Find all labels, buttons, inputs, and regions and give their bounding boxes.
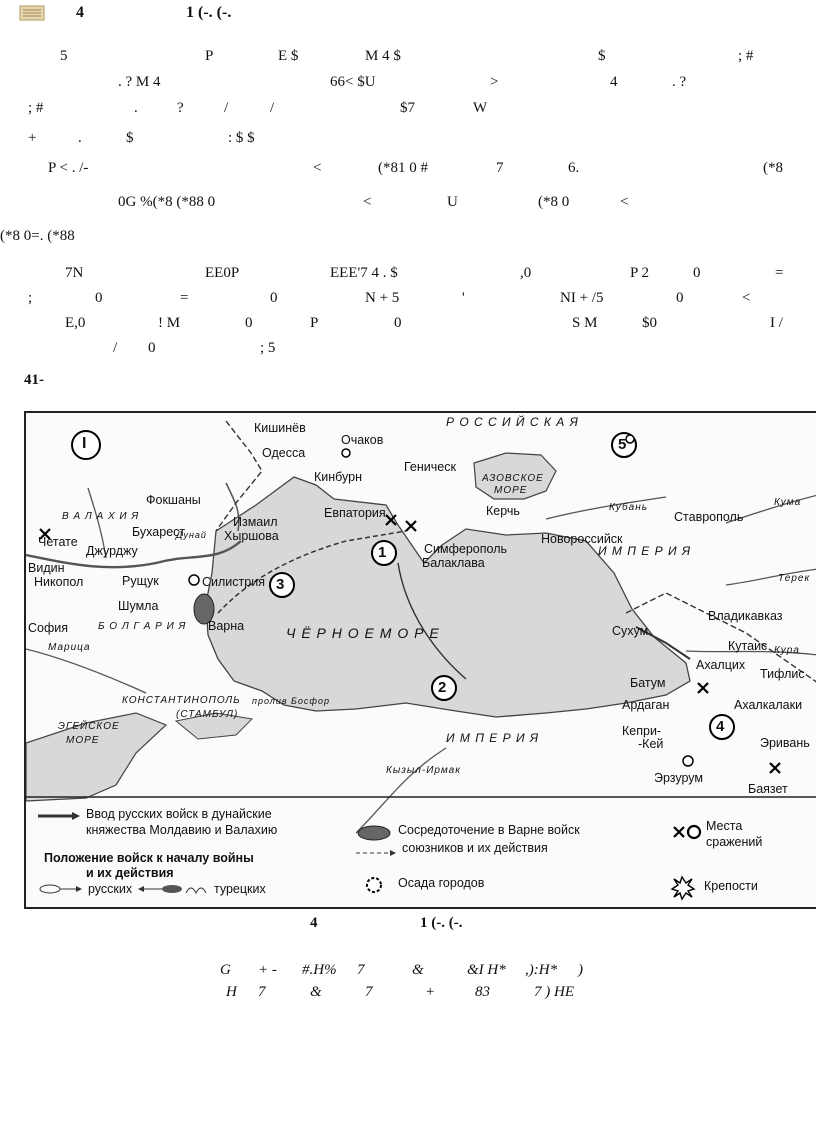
footer-fragment: &I H* xyxy=(467,962,506,978)
text-fragment: < xyxy=(742,290,751,306)
city-label: Видин xyxy=(28,561,65,575)
text-fragment: U xyxy=(447,194,458,210)
region-label: АЗОВСКОЕ xyxy=(482,473,544,484)
city-label: Ардаган xyxy=(622,698,670,712)
marker-5-label: 5 xyxy=(618,436,627,453)
legend-entry-text-2: княжества Молдавию и Валахию xyxy=(86,823,278,837)
text-fragment: (*8 xyxy=(763,160,783,176)
legend-entry-arrow xyxy=(38,812,80,820)
text-fragment: . xyxy=(134,100,138,116)
city-label: Кепри- xyxy=(622,724,662,738)
legend-concentration-symbol xyxy=(356,826,396,856)
text-fragment: < xyxy=(620,194,629,210)
region-label: Б О Л Г А Р И Я xyxy=(98,621,187,632)
legend-entry-text: Ввод русских войск в дунайские xyxy=(86,807,272,821)
footer-fragment: 83 xyxy=(475,984,490,1000)
legend-fortress-text: Крепости xyxy=(704,879,758,893)
region-label: МОРЕ xyxy=(66,735,100,746)
text-fragment: ; # xyxy=(738,48,754,64)
text-fragment: M 4 $ xyxy=(365,48,401,64)
text-fragment: / xyxy=(270,100,275,116)
region-label: Дунай xyxy=(176,530,207,540)
caption-number: 4 xyxy=(310,915,318,931)
region-label: КОНСТАНТИНОПОЛЬ xyxy=(122,695,241,706)
city-label: Силистрия xyxy=(202,575,265,589)
footer-fragment: 7 xyxy=(357,962,365,978)
footer-fragment: & xyxy=(310,984,322,1000)
region-label: И М П Е Р И Я xyxy=(598,544,692,558)
text-fragment: $ xyxy=(598,48,606,64)
city-label: Очаков xyxy=(341,433,384,447)
region-label: Кубань xyxy=(609,502,648,513)
text-fragment: . ? xyxy=(672,74,687,90)
legend-battle-text: Места xyxy=(706,819,743,833)
city-label: Четате xyxy=(38,535,78,549)
legend-battle-text-2: сражений xyxy=(706,835,763,849)
footer-fragment: 7 ) HE xyxy=(534,984,574,1000)
text-fragment: : $ $ xyxy=(228,130,255,146)
city-label: Ставрополь xyxy=(674,510,744,524)
text-fragment: 6. xyxy=(568,160,580,176)
region-label: (СТАМБУЛ) xyxy=(176,709,239,720)
legend-concentration-text-2: союзников и их действия xyxy=(402,841,548,855)
footer-fragment: ) xyxy=(578,962,583,978)
city-label: Керчь xyxy=(486,504,520,518)
text-fragment: W xyxy=(473,100,488,116)
text-fragment: (*81 0 # xyxy=(378,160,428,176)
text-fragment: . xyxy=(78,130,82,146)
section-label: 41- xyxy=(24,372,44,388)
city-label: Бухарест xyxy=(132,525,186,539)
legend-fortress-symbol xyxy=(672,877,694,899)
footer-fragment: & xyxy=(412,962,424,978)
text-fragment: / xyxy=(113,340,118,356)
marker-2-label: 2 xyxy=(438,679,447,696)
text-fragment: 0 xyxy=(245,315,253,331)
city-label: Хыршова xyxy=(224,529,279,543)
marker-1-label: 1 xyxy=(378,544,387,561)
text-fragment: = xyxy=(775,265,784,281)
header-title: 1 (-. (-. xyxy=(186,4,232,21)
city-label: Симферополь xyxy=(424,542,507,556)
city-label: Кинбурн xyxy=(314,470,363,484)
text-fragment: 7N xyxy=(65,265,84,281)
footer-fragment: ,):H* xyxy=(525,962,558,978)
kyzyl-irmak-river xyxy=(356,748,446,833)
footer-fragment: 7 xyxy=(365,984,373,1000)
footer-fragment: 7 xyxy=(258,984,266,1000)
text-fragment: $ xyxy=(126,130,134,146)
city-label: София xyxy=(28,621,69,635)
legend-russian-symbol xyxy=(40,885,82,893)
city-label: Владикавказ xyxy=(708,609,783,623)
city-label: Ахалцих xyxy=(696,658,746,672)
city-label: Эривань xyxy=(760,736,810,750)
text-fragment: $0 xyxy=(642,315,657,331)
city-label: Ахалкалаки xyxy=(734,698,803,712)
text-fragment: 0 xyxy=(693,265,701,281)
region-label: МОРЕ xyxy=(494,485,528,496)
city-label: Джурджу xyxy=(86,544,138,558)
text-fragment: P 2 xyxy=(630,265,650,281)
text-fragment: ? xyxy=(177,100,184,116)
city-label: Тифлис xyxy=(760,667,805,681)
caption-title: 1 (-. (-. xyxy=(420,915,463,931)
city-label: Сухум xyxy=(612,624,649,638)
text-fragment: 0 xyxy=(676,290,684,306)
text-fragment: . ? M 4 xyxy=(118,74,161,90)
legend-positions-title: Положение войск к началу войны xyxy=(44,851,254,865)
city-label: Балаклава xyxy=(422,556,485,570)
text-fragment: 66< $U xyxy=(330,74,376,90)
text-fragment: 4 xyxy=(610,74,618,90)
marker-4-label: 4 xyxy=(716,718,725,735)
text-fragment: P < . /- xyxy=(48,160,89,176)
city-label: Никопол xyxy=(34,575,84,589)
text-fragment: 0 xyxy=(270,290,278,306)
region-label: Р О С С И Й С К А Я xyxy=(446,415,579,429)
marker-roman-label: I xyxy=(82,435,87,452)
city-label: Рущук xyxy=(122,574,159,588)
text-fragment: I / xyxy=(770,315,783,331)
text-fragment: 0 xyxy=(394,315,402,331)
text-fragment: ,0 xyxy=(520,265,532,281)
marker-3-label: 3 xyxy=(276,576,285,593)
text-fragment: S M xyxy=(572,315,598,331)
region-label: И М П Е Р И Я xyxy=(446,731,540,745)
city-label: Одесса xyxy=(262,446,306,460)
city-label: Варна xyxy=(208,619,245,633)
text-fragment: E $ xyxy=(278,48,299,64)
footer-fragment: + xyxy=(425,984,436,1000)
text-fragment: = xyxy=(180,290,189,306)
city-label: Кутаис xyxy=(728,639,768,653)
text-fragment: / xyxy=(224,100,229,116)
legend-positions-title-2: и их действия xyxy=(86,866,174,880)
footer-fragment: #.H% xyxy=(302,962,337,978)
legend-siege-text: Осада городов xyxy=(398,876,485,890)
maritsa-river xyxy=(26,649,146,693)
text-fragment: ; 5 xyxy=(260,340,276,356)
region-label: Кызыл-Ирмак xyxy=(386,765,461,776)
text-fragment: 5 xyxy=(60,48,68,64)
city-label: Измаил xyxy=(233,515,278,529)
text-fragment: 0G %(*8 (*88 0 xyxy=(118,194,216,210)
legend-turkish-text: турецких xyxy=(214,882,266,896)
legend-siege-symbol xyxy=(367,878,381,892)
text-fragment: (*8 0 xyxy=(538,194,570,210)
city-label: Батум xyxy=(630,676,666,690)
text-fragment: 0 xyxy=(148,340,156,356)
city-label: Евпатория xyxy=(324,506,386,520)
legend-russian-text: русских xyxy=(88,882,133,896)
text-fragment: + xyxy=(28,130,37,146)
legend-turkish-symbol xyxy=(138,885,206,893)
region-label: Терек xyxy=(778,573,811,584)
text-fragment: EEE'7 4 . $ xyxy=(330,265,398,281)
kuban-river xyxy=(546,497,666,519)
city-label: Кишинёв xyxy=(254,421,306,435)
text-fragment: 0 xyxy=(95,290,103,306)
text-fragment: < xyxy=(313,160,322,176)
region-label: В А Л А Х И Я xyxy=(62,511,140,522)
region-label: Марица xyxy=(48,642,91,653)
region-label: Ч Ё Р Н О Е М О Р Е xyxy=(286,625,440,641)
text-fragment: $7 xyxy=(400,100,415,116)
text-fragment: ! M xyxy=(158,315,181,331)
footer-fragment: G xyxy=(220,962,231,978)
text-fragment: N + 5 xyxy=(365,290,400,306)
legend-concentration-text: Сосредоточение в Варне войск xyxy=(398,823,580,837)
text-fragment: < xyxy=(363,194,372,210)
book-icon xyxy=(19,5,45,21)
header-number: 4 xyxy=(76,4,84,21)
city-label: Баязет xyxy=(748,782,788,796)
legend-battle-symbol xyxy=(674,826,700,838)
city-label: Новороссийск xyxy=(541,532,623,546)
city-label: Шумла xyxy=(118,599,159,613)
footer-fragment: + - xyxy=(258,962,277,978)
text-fragment: P xyxy=(205,48,214,64)
city-label: -Кей xyxy=(638,737,664,751)
text-fragment: 7 xyxy=(496,160,504,176)
region-label: ЭГЕЙСКОЕ xyxy=(58,721,120,732)
text-fragment: E,0 xyxy=(65,315,86,331)
region-label: Кума xyxy=(774,497,802,508)
text-fragment: ' xyxy=(462,290,465,306)
text-fragment: ; xyxy=(28,290,33,306)
text-fragment: P xyxy=(310,315,319,331)
text-fragment: (*8 0=. (*88 xyxy=(0,228,75,244)
city-label: Эрзурум xyxy=(654,771,704,785)
text-fragment: EE0P xyxy=(205,265,240,281)
text-fragment: NI + /5 xyxy=(560,290,604,306)
text-fragment: > xyxy=(490,74,499,90)
region-label: пролив Босфор xyxy=(252,696,331,706)
city-label: Фокшаны xyxy=(146,493,201,507)
region-label: Кура xyxy=(774,645,800,656)
text-fragment: ; # xyxy=(28,100,44,116)
historical-map xyxy=(24,411,816,909)
city-label: Геническ xyxy=(404,460,456,474)
footer-fragment: H xyxy=(226,984,237,1000)
